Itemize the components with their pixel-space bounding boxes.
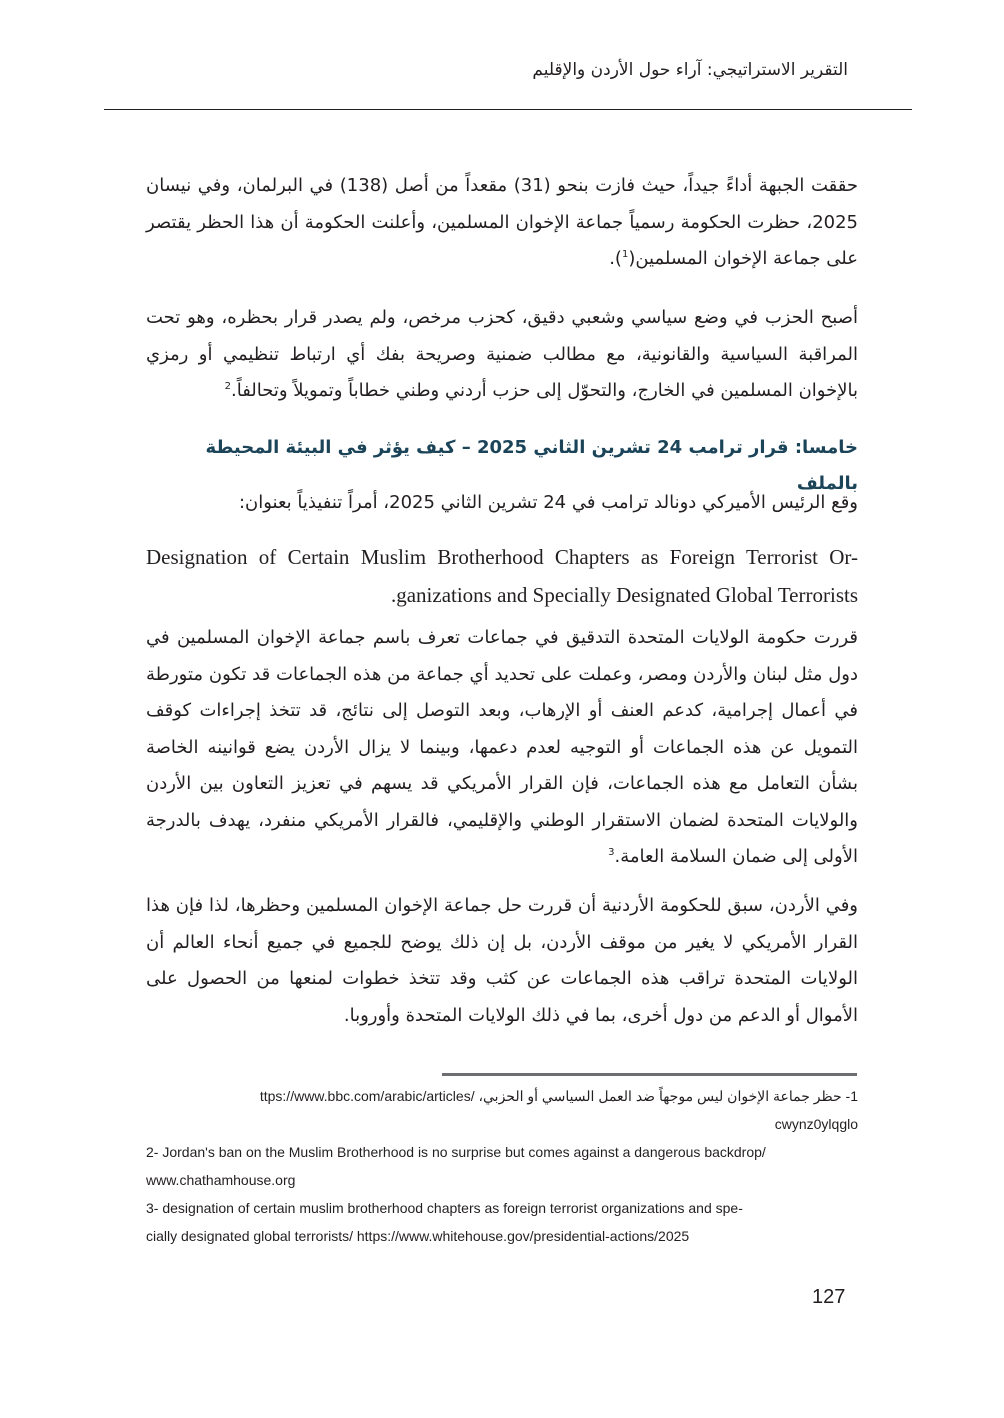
paragraph-5-text: وفي الأردن، سبق للحكومة الأردنية أن قررت حل جماعة الإخوان المسلمين وحظرها، لذا فإن هذا القرار الأمريكي لا يغير من موقف الأردن، بل إن ذلك يوضح للجميع في جميع أنحاء العالم أن الولايات المتحدة تراقب هذه الجماعات عن كثب وقد تتخذ خطوات لمنعها من الحصول على الأموال أو الدعم من دول أخرى، بما في ذلك الولايات المتحدة وأوروبا. <box>146 895 858 1026</box>
footnote-2-text: Jordan's ban on the Muslim Brotherhood is no surprise but comes against a dangerous backdrop/ <box>162 1144 766 1160</box>
paragraph-3-text: وقع الرئيس الأميركي دونالد ترامب في 24 تشرين الثاني 2025، أمراً تنفيذياً بعنوان: <box>238 492 858 513</box>
paragraph-2 <box>146 300 858 410</box>
footnotes <box>146 1082 858 1250</box>
footnote-3-number: 3- <box>146 1200 159 1216</box>
footnote-ref-2[interactable]: 2 <box>224 381 231 392</box>
footnote-1-link-continuation[interactable]: cwynz0ylqglo <box>774 1116 858 1132</box>
footnote-ref-3[interactable]: 3 <box>608 847 615 858</box>
footnote-1 <box>146 1082 858 1138</box>
executive-order-title <box>146 538 858 614</box>
footnote-2 <box>146 1138 858 1194</box>
footnote-1-text: حظر جماعة الإخوان ليس موجهاً ضد العمل السياسي أو الحزبي، <box>474 1088 842 1104</box>
footnote-2-link[interactable]: www.chathamhouse.org <box>146 1172 296 1188</box>
paragraph-1-tail: ). <box>609 248 622 269</box>
running-header: التقرير الاستراتيجي: آراء حول الأردن والإقليم <box>532 60 848 80</box>
paragraph-1 <box>146 168 858 278</box>
footnote-ref-1[interactable]: 1 <box>621 249 629 260</box>
executive-order-title-line-1: Designation of Certain Muslim Brotherhood Chapters as Foreign Terrorist Or- <box>146 545 858 569</box>
executive-order-title-line-2: .ganizations and Specially Designated Global Terrorists <box>390 583 858 607</box>
footnote-3-link[interactable]: cially designated global terrorists/ https://www.whitehouse.gov/presidential-actions/2025 <box>146 1228 690 1244</box>
footnote-3 <box>146 1194 858 1250</box>
page-number: 127 <box>812 1286 846 1308</box>
paragraph-1-text: حققت الجبهة أداءً جيداً، حيث فازت بنحو (31) مقعداً من أصل (138) في البرلمان، وفي نيسان 2025، حظرت الحكومة رسمياً جماعة الإخوان المسلمين، وأعلنت الحكومة أن هذا الحظر يقتصر على جماعة الإخوان المسلمين( <box>146 175 858 269</box>
paragraph-5 <box>146 888 858 1034</box>
footnote-2-number: 2- <box>146 1144 159 1160</box>
paragraph-3 <box>146 485 858 522</box>
footnote-divider <box>442 1073 857 1076</box>
header-divider <box>104 109 912 110</box>
footnote-1-number: 1- <box>845 1088 858 1104</box>
paragraph-2-text: أصبح الحزب في وضع سياسي وشعبي دقيق، كحزب مرخص، ولم يصدر قرار بحظره، وهو تحت المراقبة السياسية والقانونية، مع مطالب ضمنية وصريحة بفك أي ارتباط تنظيمي أو رمزي بالإخوان المسلمين في الخارج، والتحوّل إلى حزب أردني وطني خطاباً وتمويلاً وتحالفاً. <box>146 307 858 401</box>
paragraph-4-text: قررت حكومة الولايات المتحدة التدقيق في جماعات تعرف باسم جماعة الإخوان المسلمين في دول مثل لبنان والأردن ومصر، وعملت على تحديد أي جماعة من هذه الجماعات قد تكون متورطة في أعمال إجرامية، كدعم العنف أو الإرهاب، وبعد التوصل إلى نتائج، قد تتخذ إجراءات كوقف التمويل عن هذه الجماعات أو التوجيه لعدم دعمها، وبينما لا يزال الأردن يضع قوانينه الخاصة بشأن التعامل مع هذه الجماعات، فإن القرار الأمريكي قد يسهم في تعزيز التعاون بين الأردن والولايات المتحدة لضمان الاستقرار الوطني والإقليمي، فالقرار الأمريكي منفرد، يهدف بالدرجة الأولى إلى ضمان السلامة العامة. <box>146 627 858 867</box>
footnote-3-text: designation of certain muslim brotherhood chapters as foreign terrorist organizations and spe- <box>162 1200 743 1216</box>
paragraph-4 <box>146 620 858 876</box>
footnote-1-link[interactable]: ttps://www.bbc.com/arabic/articles/ <box>259 1088 475 1104</box>
section-heading: خامسا: قرار ترامب 24 تشرين الثاني 2025 – كيف يؤثر في البيئة المحيطة بالملف <box>205 437 858 494</box>
